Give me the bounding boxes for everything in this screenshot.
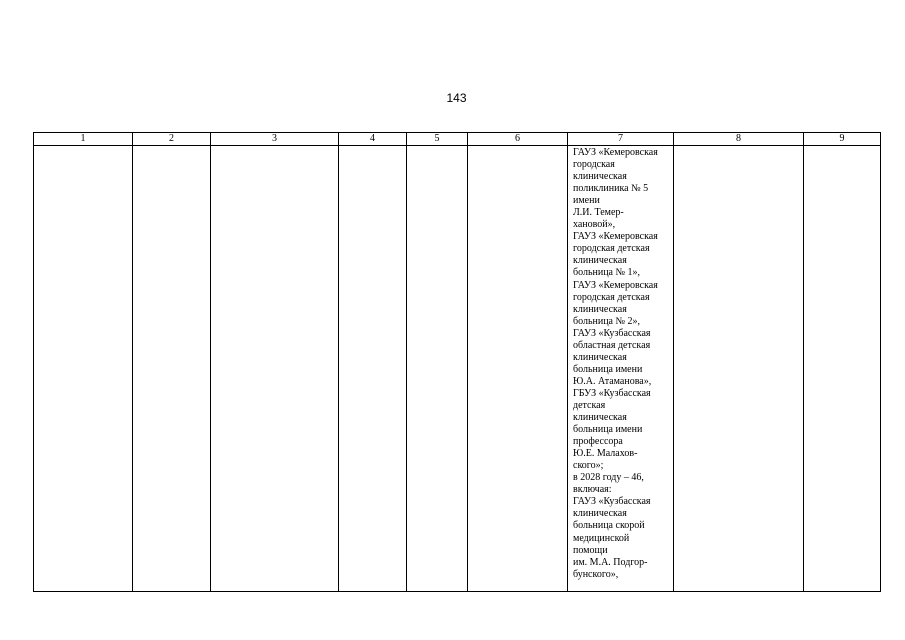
column-header-9: 9 [804, 133, 881, 146]
column-header-2: 2 [133, 133, 211, 146]
cell-line: клиническая [573, 303, 627, 315]
cell-col-9 [804, 146, 881, 592]
cell-line: профессора [573, 436, 623, 448]
cell-line: городская детская [573, 291, 650, 303]
cell-line: больница № 2», [573, 315, 641, 327]
cell-line: областная детская [573, 339, 651, 351]
cell-line: детская [573, 399, 606, 411]
cell-line: городская детская [573, 243, 650, 255]
cell-col-6 [468, 146, 568, 592]
column-header-8: 8 [674, 133, 804, 146]
cell-col-4 [339, 146, 407, 592]
cell-line: городская [573, 159, 615, 171]
cell-line: помощи [573, 544, 608, 556]
cell-line: больница имени [573, 363, 643, 375]
cell-line: клиническая [573, 171, 627, 183]
institutions-list [568, 146, 673, 581]
cell-line: клиническая [573, 412, 627, 424]
cell-line: имени [573, 195, 600, 207]
cell-line: в 2028 году – 46, [573, 472, 644, 484]
cell-line: ГАУЗ «Кузбасская [573, 327, 651, 339]
cell-col-1 [34, 146, 133, 592]
cell-line: поликлиника № 5 [573, 183, 649, 195]
column-header-3: 3 [211, 133, 339, 146]
page-number: 143 [446, 91, 467, 105]
cell-line: им. М.А. Подгор- [573, 556, 648, 568]
cell-line: больница № 1», [573, 267, 641, 279]
cell-line: ГАУЗ «Кузбасская [573, 496, 651, 508]
cell-line: Ю.А. Атаманова», [573, 375, 652, 387]
cell-line: медицинской [573, 532, 630, 544]
cell-line: включая: [573, 484, 612, 496]
cell-line: ГАУЗ «Кемеровская [573, 231, 658, 243]
cell-line: хановой», [573, 219, 616, 231]
cell-col-7 [568, 146, 674, 592]
cell-line: клиническая [573, 508, 627, 520]
column-header-1: 1 [34, 133, 133, 146]
cell-col-8 [674, 146, 804, 592]
cell-line: бунского», [573, 568, 619, 580]
cell-line: больница имени [573, 424, 643, 436]
column-number-row [34, 133, 881, 146]
table-row [34, 146, 881, 592]
column-header-7: 7 [568, 133, 674, 146]
cell-line: Ю.Е. Малахов- [573, 448, 638, 460]
cell-line: ГАУЗ «Кемеровская [573, 147, 658, 158]
column-header-4: 4 [339, 133, 407, 146]
cell-line: клиническая [573, 255, 627, 267]
cell-line: Л.И. Темер- [573, 207, 624, 219]
cell-col-3 [211, 146, 339, 592]
cell-col-2 [133, 146, 211, 592]
cell-line: больница скорой [573, 520, 645, 532]
data-table [33, 132, 881, 592]
cell-line: ского»; [573, 460, 604, 472]
cell-line: клиническая [573, 351, 627, 363]
column-header-6: 6 [468, 133, 568, 146]
column-header-5: 5 [407, 133, 468, 146]
cell-line: ГАУЗ «Кемеровская [573, 279, 658, 291]
cell-col-5 [407, 146, 468, 592]
cell-line: ГБУЗ «Кузбасская [573, 387, 651, 399]
